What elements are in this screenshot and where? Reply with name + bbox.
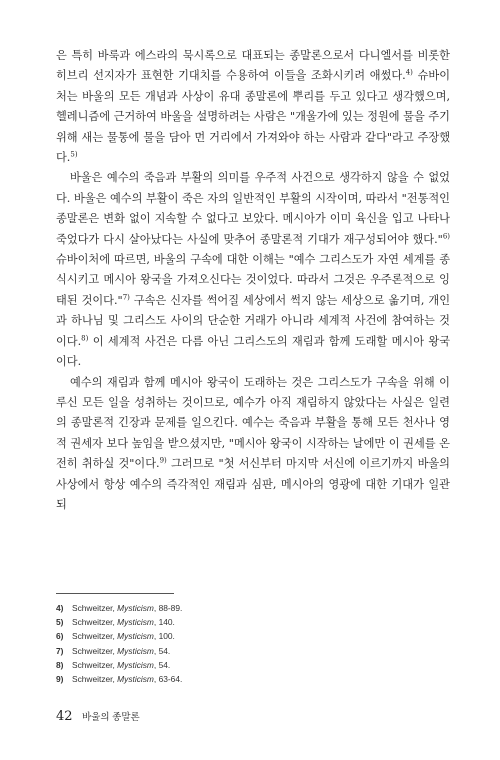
footnote <box>56 658 450 672</box>
footnote-ref: 4) <box>405 68 413 77</box>
page-number: 42 <box>56 709 73 724</box>
footnote-pages: , 54. <box>153 645 171 656</box>
paragraph-text: 슈바이처는 바울의 모든 개념과 사상이 유대 종말론에 뿌리를 두고 있다고 생각했으며, 헬레니즘에 근거하여 바울을 설명하려는 사람은 "개울가에 있는 정원에 물을 주기 위해 새는 물통에 물을 담아 먼 거리에서 가져와야 하는 사람과 같다"라고 주장했다. <box>56 69 451 165</box>
footnote-ref: 8) <box>81 333 89 342</box>
footnote-title: Mysticism <box>117 631 154 642</box>
paragraph-text: 은 특히 바룩과 에스라의 묵시록으로 대표되는 종말론으로서 다니엘서를 비롯한 히브리 선지자가 표현한 기대치를 수용하여 이들을 조화시키려 애썼다. <box>56 49 450 83</box>
footnote-author: Schweitzer, <box>72 603 118 613</box>
footnote-ref: 5) <box>70 150 78 159</box>
footnote-author: Schweitzer, <box>72 631 118 642</box>
paragraph-1 <box>56 46 450 168</box>
footnote-number: 6) <box>56 631 64 642</box>
footnote-number: 5) <box>56 617 64 628</box>
footnote-title: Mysticism <box>117 645 154 656</box>
footnote-title: Mysticism <box>117 659 154 670</box>
footnote-divider <box>56 593 174 594</box>
footnote <box>56 601 450 615</box>
paragraph-text: 구속은 신자를 썩어질 세상에서 썩지 않는 세상으로 옮기며, 개인과 하나님 및 그리스도 사이의 단순한 거래가 아니라 세계적 사건에 참여하는 것이다. <box>56 293 450 348</box>
footnote-ref: 6) <box>442 231 450 240</box>
footnote-pages: , 63-64. <box>153 674 183 685</box>
footnote-author: Schweitzer, <box>72 617 118 628</box>
body-text <box>56 46 450 515</box>
paragraph-text: 그러므로 "첫 서신부터 마지막 서신에 이르기까지 바울의 사상에서 항상 예수의 즉각적인 재림과 심판, 메시아의 영광에 대한 기대가 일관되 <box>56 457 450 511</box>
paragraph-text: 예수의 재림과 함께 메시아 왕국이 도래하는 것은 그리스도가 구속을 위해 이루신 모든 일을 성취하는 것이므로, 예수가 아직 재림하지 않았다는 사실은 일련의 종말론적 긴장과 문제를 일으킨다. 예수는 죽음과 부활을 통해 모든 천사나 영적 권세자 보다 높임을 받으셨지만, "메시아 왕국이 시작하는 날에만 이 권세를 온전히 취하실 것"이다. <box>56 375 450 471</box>
footnote-author: Schweitzer, <box>72 645 118 656</box>
paragraph-text: 슈바이처에 따르면, 바울의 구속에 대한 이해는 "예수 그리스도가 자연 세계를 종식시키고 메시아 왕국을 가져오신다는 것이었다. 따라서 그것은 우주론적으로 잉태된 것이다." <box>56 253 450 307</box>
footnote <box>56 615 450 629</box>
book-title: 바울의 종말론 <box>82 712 140 723</box>
footnote <box>56 629 450 643</box>
footnote-title: Mysticism <box>117 603 154 613</box>
paragraph-text: 바울은 예수의 죽음과 부활의 의미를 우주적 사건으로 생각하지 않을 수 없었다. 바울은 예수의 부활이 죽은 자의 일반적인 부활의 시작이며, 따라서 "전통적인 종말론은 변화 없이 지속할 수 없다고 보았다. 메시아가 이미 육신을 입고 나타나 죽었다가 다시 살아났다는 사실에 맞추어 종말론적 기대가 재구성되어야 했다." <box>56 171 450 246</box>
footnote-pages: , 54. <box>153 659 171 670</box>
footnote-number: 8) <box>56 659 64 670</box>
footnote-author: Schweitzer, <box>72 659 118 670</box>
footnote-ref: 9) <box>159 456 167 465</box>
footnote-number: 7) <box>56 645 64 656</box>
footnote-title: Mysticism <box>117 674 154 685</box>
paragraph-text: 이 세계적 사건은 다름 아닌 그리스도의 재림과 함께 도래할 메시아 왕국이다. <box>56 334 450 369</box>
footnote-pages: , 88-89. <box>153 603 183 613</box>
footnote-pages: , 140. <box>153 617 175 628</box>
footnote-number: 9) <box>56 674 64 685</box>
footnote-title: Mysticism <box>117 617 154 628</box>
footnote <box>56 672 450 686</box>
footnote-ref: 7) <box>122 293 130 302</box>
paragraph-2 <box>56 168 450 372</box>
paragraph-3 <box>56 373 450 516</box>
footnotes <box>56 601 450 686</box>
footnote-author: Schweitzer, <box>72 674 118 685</box>
footnote <box>56 644 450 658</box>
footnote-number: 4) <box>56 603 64 613</box>
page-footer <box>56 707 140 725</box>
footnote-pages: , 100. <box>153 631 175 642</box>
